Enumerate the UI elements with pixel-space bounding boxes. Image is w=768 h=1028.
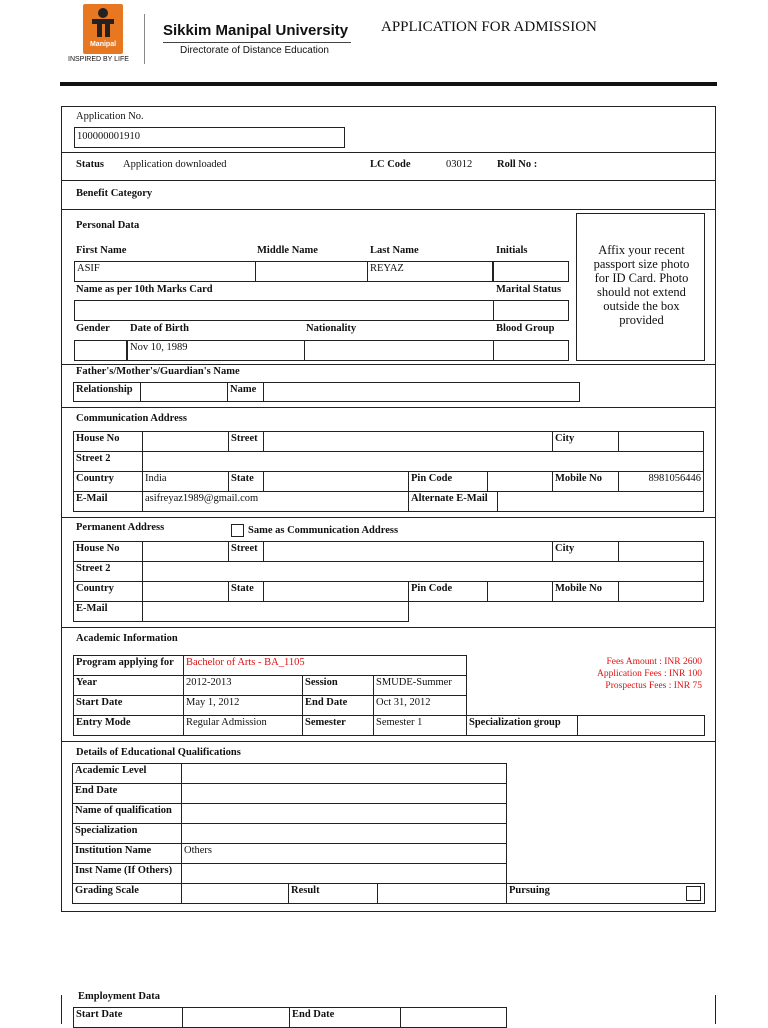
comm-country-field[interactable] [142, 471, 229, 492]
result-field[interactable] [377, 883, 507, 904]
edu-level-field[interactable] [181, 763, 507, 784]
comm-state-field[interactable] [263, 471, 409, 492]
application-fees: Application Fees : INR 100 [596, 669, 702, 679]
acad-start-field[interactable] [183, 695, 303, 716]
result-label: Result [288, 883, 378, 904]
divider [61, 364, 716, 365]
comm-pin-field[interactable] [487, 471, 553, 492]
perm-street-label: Street [228, 541, 264, 562]
status-label: Status [76, 159, 105, 170]
pursuing-label: Pursuing [506, 883, 705, 904]
emp-end-label: End Date [289, 1007, 401, 1028]
dob-field[interactable] [127, 340, 305, 361]
fees-amount: Fees Amount : INR 2600 [606, 657, 702, 667]
first-name-field[interactable] [74, 261, 256, 282]
perm-street-field[interactable] [263, 541, 553, 562]
session-value: SMUDE-Summer [376, 677, 452, 688]
perm-house-field[interactable] [142, 541, 229, 562]
acad-end-field[interactable] [373, 695, 467, 716]
comm-street2-field[interactable] [142, 451, 704, 472]
university-underline [163, 42, 351, 43]
header-divider [144, 14, 145, 64]
comm-email-label: E-Mail [73, 491, 143, 512]
logo-figure-icon [83, 4, 123, 40]
perm-city-field[interactable] [618, 541, 704, 562]
edu-inst-value: Others [184, 845, 212, 856]
form-title: APPLICATION FOR ADMISSION [381, 19, 597, 35]
year-value: 2012-2013 [186, 677, 232, 688]
status-value: Application downloaded [123, 159, 227, 170]
university-name: Sikkim Manipal University [163, 22, 349, 39]
application-no-value: 100000001910 [77, 131, 140, 142]
lc-code-value: 03012 [446, 159, 473, 170]
comm-mobile-label: Mobile No [552, 471, 619, 492]
comm-alt-email-field[interactable] [497, 491, 704, 512]
nationality-field[interactable] [304, 340, 494, 361]
directorate-name: Directorate of Distance Education [180, 45, 329, 56]
edu-qual-label: Name of qualification [72, 803, 182, 824]
divider [61, 741, 716, 742]
lc-code-label: LC Code [370, 159, 411, 170]
perm-country-field[interactable] [142, 581, 229, 602]
middle-name-label: Middle Name [257, 245, 318, 256]
comm-address-heading: Communication Address [76, 413, 187, 424]
perm-state-field[interactable] [263, 581, 409, 602]
grading-field[interactable] [181, 883, 289, 904]
edu-spec-label: Specialization [72, 823, 182, 844]
benefit-category-label: Benefit Category [76, 188, 153, 199]
header-rule [60, 82, 717, 86]
logo-tagline: INSPIRED BY LIFE [68, 56, 129, 63]
perm-street2-label: Street 2 [73, 561, 143, 582]
year-label: Year [73, 675, 184, 696]
guardian-name-field[interactable] [263, 382, 580, 402]
prospectus-fees: Prospectus Fees : INR 75 [605, 681, 702, 691]
acad-end-value: Oct 31, 2012 [376, 697, 431, 708]
comm-country-label: Country [73, 471, 143, 492]
same-as-comm-checkbox[interactable] [231, 524, 244, 537]
edu-inst-other-field[interactable] [181, 863, 507, 884]
education-heading: Details of Educational Qualifications [76, 747, 241, 758]
semester-field[interactable] [373, 715, 467, 736]
perm-street2-field[interactable] [142, 561, 704, 582]
perm-pin-label: Pin Code [408, 581, 488, 602]
marital-status-label: Marital Status [496, 284, 562, 295]
emp-end-field[interactable] [400, 1007, 507, 1028]
divider [61, 407, 716, 408]
acad-start-label: Start Date [73, 695, 184, 716]
roll-no-label: Roll No : [497, 159, 538, 170]
dob-value: Nov 10, 1989 [130, 342, 188, 353]
photo-instructions: Affix your recent passport size photo for ID Card. Photo should not extend outside the box provided [593, 243, 690, 327]
divider [61, 152, 716, 153]
perm-email-label: E-Mail [73, 601, 143, 622]
divider [61, 517, 716, 518]
entry-mode-value: Regular Admission [186, 717, 267, 728]
spec-group-field[interactable] [577, 715, 705, 736]
comm-street-label: Street [228, 431, 264, 452]
blood-group-label: Blood Group [496, 323, 555, 334]
comm-city-field[interactable] [618, 431, 704, 452]
comm-street2-label: Street 2 [73, 451, 143, 472]
comm-mobile-value: 8981056446 [648, 473, 701, 484]
last-name-value: REYAZ [370, 263, 404, 274]
edu-level-label: Academic Level [72, 763, 182, 784]
logo-emblem [83, 4, 123, 54]
program-value: Bachelor of Arts - BA_1105 [186, 657, 305, 668]
program-label: Program applying for [73, 655, 184, 676]
perm-house-label: House No [73, 541, 143, 562]
edu-end-field[interactable] [181, 783, 507, 804]
perm-city-label: City [552, 541, 619, 562]
divider [61, 180, 716, 181]
perm-mobile-field[interactable] [618, 581, 704, 602]
session-label: Session [302, 675, 374, 696]
logo-text: Manipal [89, 41, 117, 48]
session-field[interactable] [373, 675, 467, 696]
perm-state-label: State [228, 581, 264, 602]
comm-alt-email-label: Alternate E-Mail [408, 491, 498, 512]
employment-heading: Employment Data [78, 991, 160, 1002]
first-name-value: ASIF [77, 263, 100, 274]
pursuing-checkbox[interactable] [686, 886, 701, 901]
perm-mobile-label: Mobile No [552, 581, 619, 602]
initials-field[interactable] [493, 261, 569, 282]
entry-mode-label: Entry Mode [73, 715, 184, 736]
marital-status-field[interactable] [493, 300, 569, 321]
photo-box [576, 213, 705, 361]
edu-inst-other-label: Inst Name (If Others) [72, 863, 182, 884]
entry-mode-field[interactable] [183, 715, 303, 736]
comm-email-value: asifreyaz1989@gmail.com [145, 493, 259, 504]
comm-state-label: State [228, 471, 264, 492]
comm-street-field[interactable] [263, 431, 553, 452]
edu-inst-label: Institution Name [72, 843, 182, 864]
name-10th-label: Name as per 10th Marks Card [76, 284, 213, 295]
acad-start-value: May 1, 2012 [186, 697, 240, 708]
dob-label: Date of Birth [130, 323, 189, 334]
divider [61, 209, 716, 210]
application-no-label: Application No. [76, 111, 144, 122]
gender-field[interactable] [74, 340, 127, 361]
divider [61, 627, 716, 628]
perm-country-label: Country [73, 581, 143, 602]
emp-start-field[interactable] [182, 1007, 290, 1028]
academic-heading: Academic Information [76, 633, 178, 644]
guardian-name-label: Name [227, 382, 264, 402]
relationship-label: Relationship [73, 382, 141, 402]
guardian-heading: Father's/Mother's/Guardian's Name [76, 366, 240, 377]
initials-label: Initials [496, 245, 528, 256]
perm-address-heading: Permanent Address [76, 522, 165, 533]
grading-label: Grading Scale [72, 883, 182, 904]
employment-frame-right [715, 995, 716, 1024]
edu-qual-field[interactable] [181, 803, 507, 824]
perm-pin-field[interactable] [487, 581, 553, 602]
relationship-field[interactable] [140, 382, 228, 402]
first-name-label: First Name [76, 245, 127, 256]
last-name-label: Last Name [370, 245, 419, 256]
acad-end-label: End Date [302, 695, 374, 716]
edu-spec-field[interactable] [181, 823, 507, 844]
program-field[interactable] [183, 655, 467, 676]
nationality-label: Nationality [306, 323, 357, 334]
gender-label: Gender [76, 323, 110, 334]
name-10th-field[interactable] [74, 300, 494, 321]
employment-frame-left [61, 995, 62, 1024]
semester-value: Semester 1 [376, 717, 423, 728]
comm-house-field[interactable] [142, 431, 229, 452]
last-name-field[interactable] [367, 261, 493, 282]
comm-country-value: India [145, 473, 167, 484]
emp-start-label: Start Date [73, 1007, 183, 1028]
edu-inst-field[interactable] [181, 843, 507, 864]
personal-data-heading: Personal Data [76, 220, 140, 231]
comm-mobile-field[interactable] [618, 471, 704, 492]
middle-name-field[interactable] [255, 261, 368, 282]
spec-group-label: Specialization group [466, 715, 578, 736]
comm-city-label: City [552, 431, 619, 452]
edu-end-label: End Date [72, 783, 182, 804]
comm-pin-label: Pin Code [408, 471, 488, 492]
application-no-field[interactable] [74, 127, 345, 148]
comm-house-label: House No [73, 431, 143, 452]
blood-group-field[interactable] [493, 340, 569, 361]
same-as-comm-label: Same as Communication Address [248, 525, 399, 536]
perm-email-field[interactable] [142, 601, 409, 622]
semester-label: Semester [302, 715, 374, 736]
comm-email-field[interactable] [142, 491, 409, 512]
year-field[interactable] [183, 675, 303, 696]
